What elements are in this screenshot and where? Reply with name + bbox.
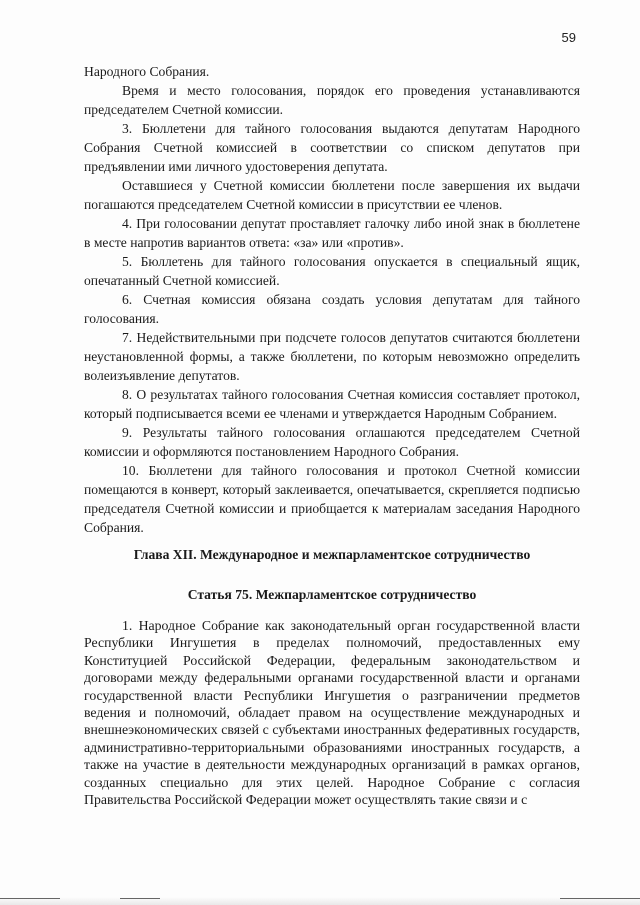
paragraph-item-10: 10. Бюллетени для тайного голосования и протокол Счетной комиссии помещаются в конверт, который заклеивается, опечатывается, скрепляется подписью председателя Счетной комиссии и приобщается к материалам заседания Народного Собрания. xyxy=(84,463,580,535)
scan-artifact-line xyxy=(120,898,160,899)
paragraph-item-8: 8. О результатах тайного голосования Счетная комиссия составляет протокол, который подписывается всеми ее членами и утверждается Народным Собранием. xyxy=(84,387,580,421)
paragraph-item-9: 9. Результаты тайного голосования оглашаются председателем Счетной комиссии и оформляются постановлением Народного Собрания. xyxy=(84,425,580,459)
paragraph-continuation: Народного Собрания. xyxy=(84,64,210,79)
scan-bottom-edge xyxy=(0,897,640,905)
paragraph-remaining-ballots: Оставшиеся у Счетной комиссии бюллетени после завершения их выдачи погашаются председателем Счетной комиссии в присутствии ее членов. xyxy=(84,178,580,212)
paragraph-item-6: 6. Счетная комиссия обязана создать условия депутатам для тайного голосования. xyxy=(84,292,580,326)
paragraph-article-75-item-1: 1. Народное Собрание как законодательный орган государственной власти Республики Ингушетия в пределах полномочий, предоставленных ему Конституцией Российской Федерации, федеральным законодательством и договорами между федеральными органами государственной власти и органами государственной власти Республики Ингушетия о разграничении предметов ведения и полномочий, обладает правом на осуществление международных и внешнеэкономических связей с субъектами иностранных федеративных государств, административно-территориальными образованиями иностранных государств, а также на участие в деятельности международных организаций в рамках органов, созданных специально для этих целей. Народное Собрание с согласия Правительства Российской Федерации может осуществлять такие связи и с xyxy=(84,618,580,808)
paragraph-item-3: 3. Бюллетени для тайного голосования выдаются депутатам Народного Собрания Счетной комиссией в соответствии со списком депутатов при предъявлении ими личного удостоверения депутата. xyxy=(84,121,580,174)
paragraph-item-5: 5. Бюллетень для тайного голосования опускается в специальный ящик, опечатанный Счетной комиссией. xyxy=(84,254,580,288)
paragraph-item-4: 4. При голосовании депутат проставляет галочку либо иной знак в бюллетене в месте напротив вариантов ответа: «за» или «против». xyxy=(84,216,580,250)
scan-artifact-line xyxy=(560,898,640,899)
paragraph-voting-time: Время и место голосования, порядок его проведения устанавливаются председателем Счетной комиссии. xyxy=(84,83,580,117)
page-number: 59 xyxy=(561,30,576,45)
article-heading: Статья 75. Межпарламентское сотрудничество xyxy=(187,587,477,602)
paragraph-item-7: 7. Недействительными при подсчете голосов депутатов считаются бюллетени неустановленной формы, а также бюллетени, по которым невозможно определить волеизъявление депутатов. xyxy=(84,330,580,383)
scan-artifact-line xyxy=(0,898,60,899)
body-text-top xyxy=(84,62,580,537)
body-text-bottom xyxy=(84,617,580,808)
chapter-heading: Глава XII. Международное и межпарламентское сотрудничество xyxy=(133,547,531,562)
